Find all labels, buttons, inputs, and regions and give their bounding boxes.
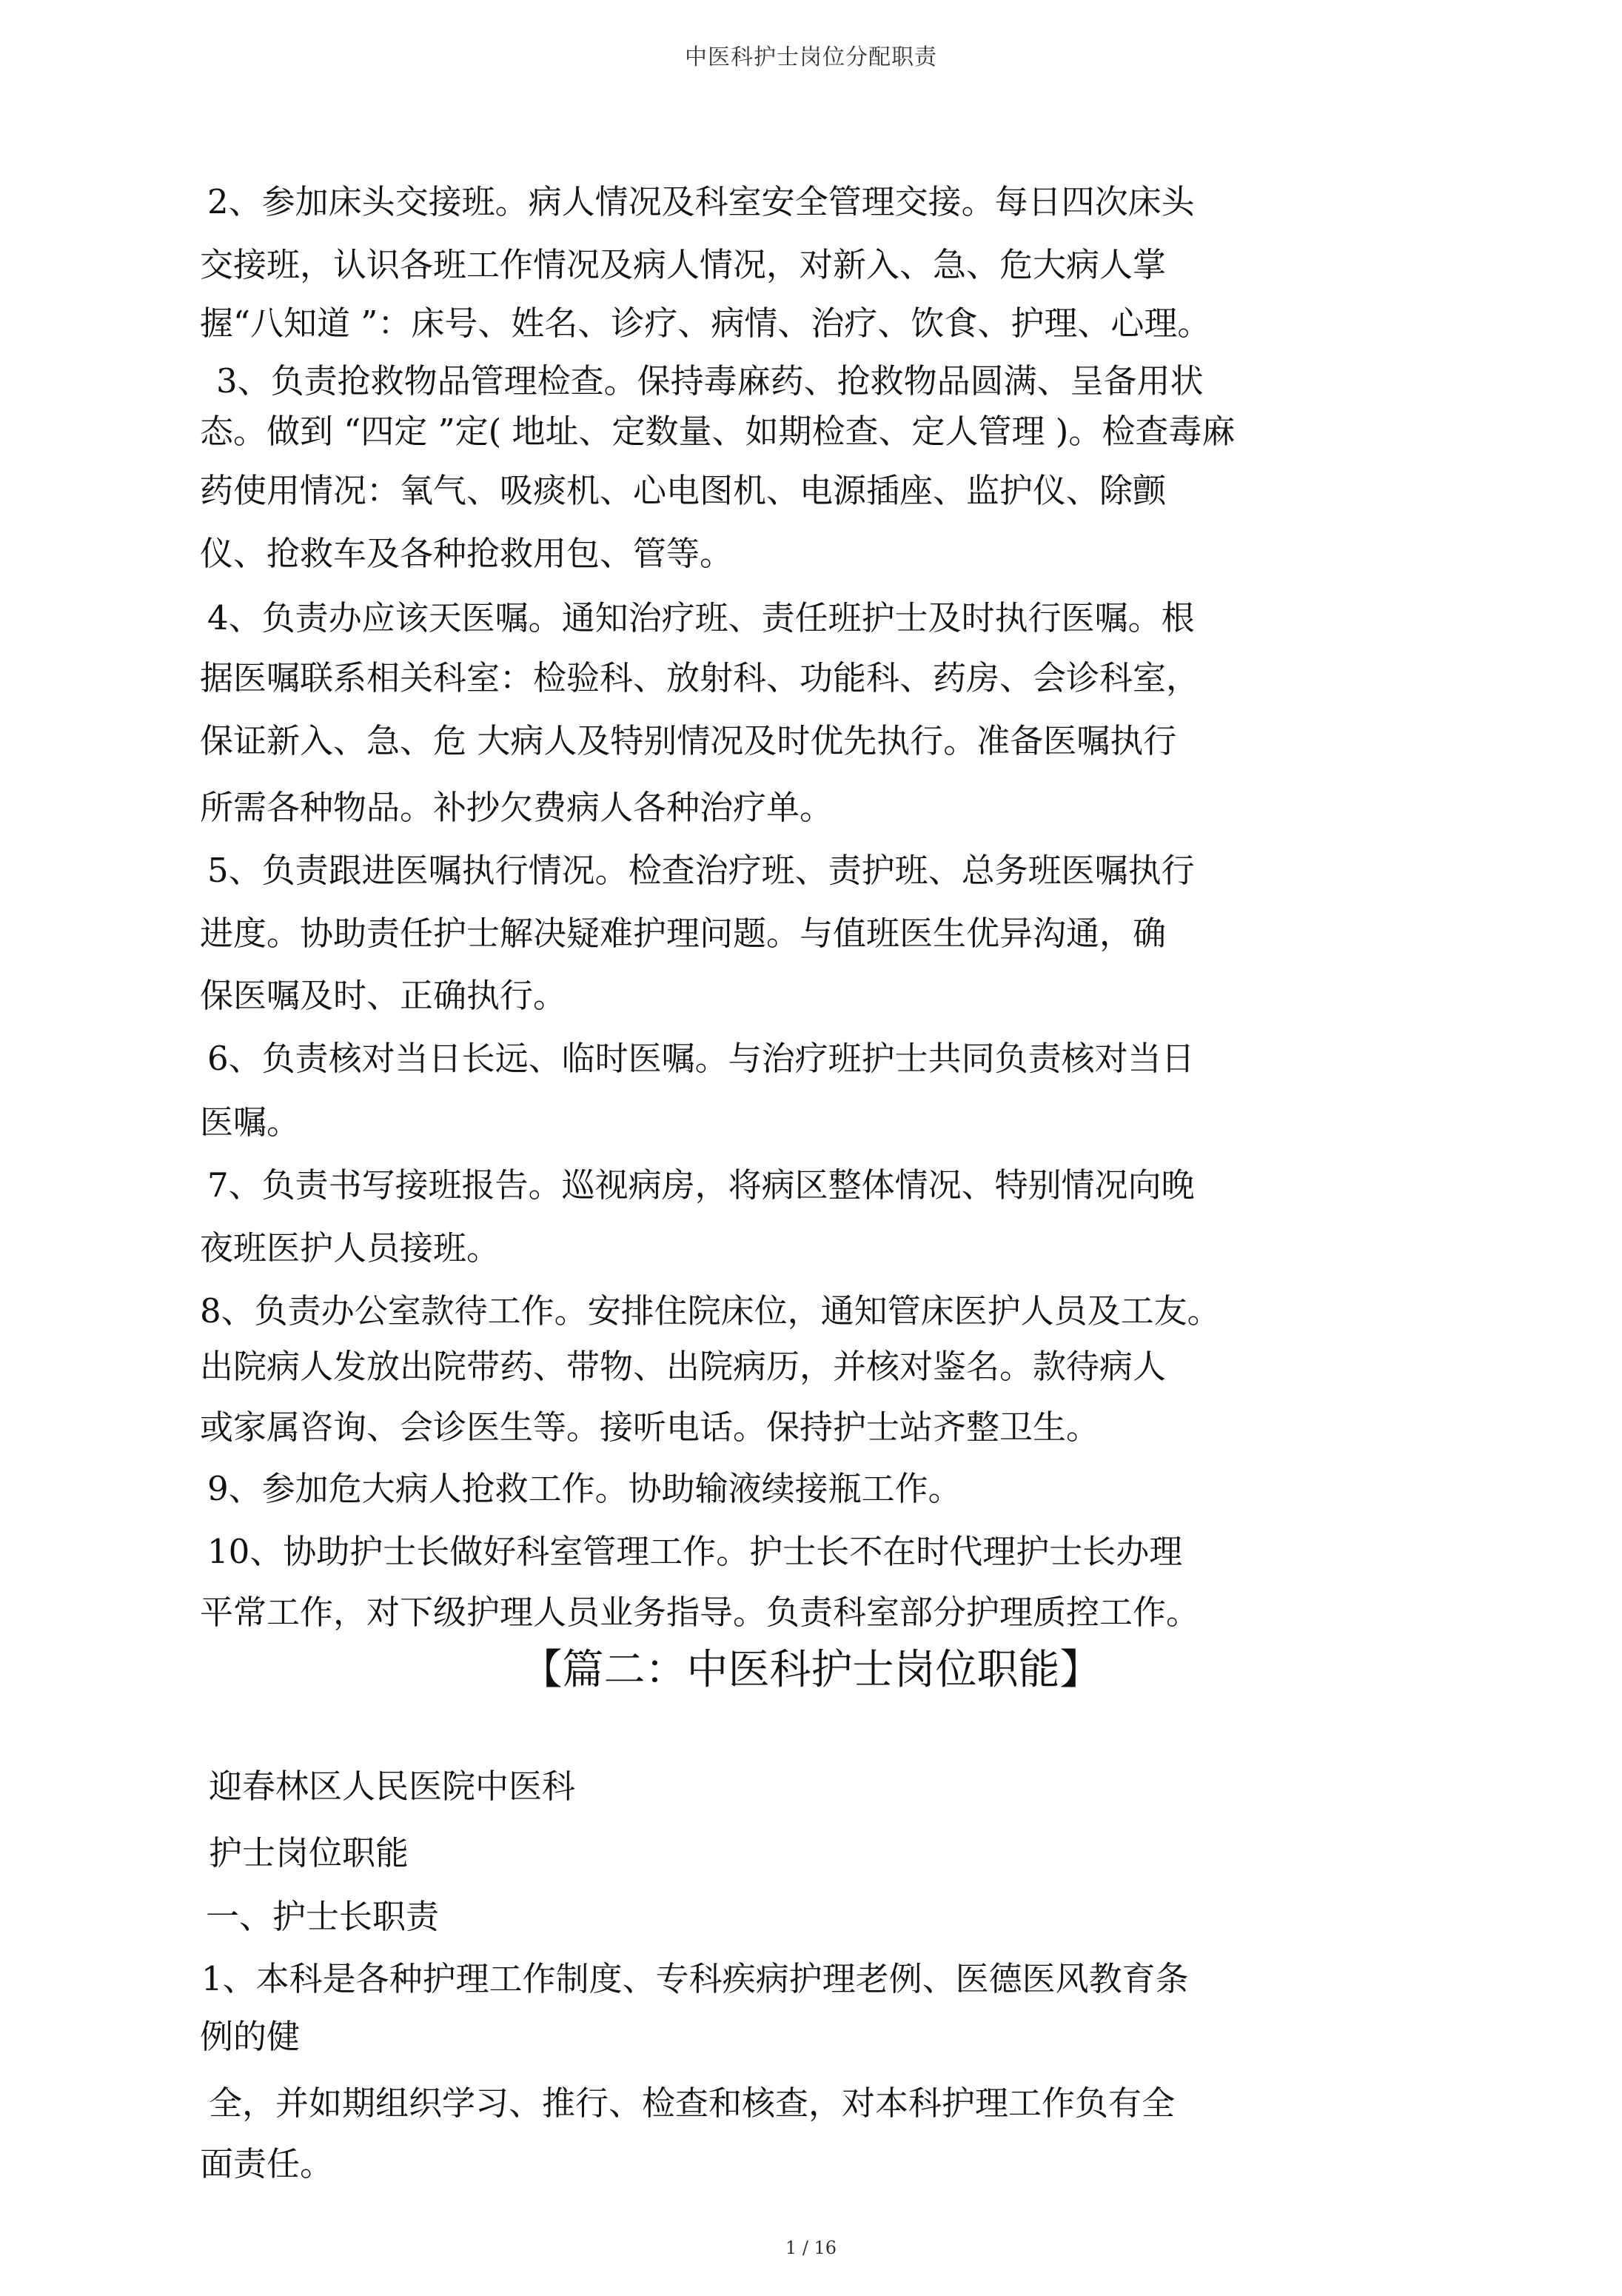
- text-line: 握“八知道 ”：床号、姓名、诊疗、病情、治疗、饮食、护理、心理。: [200, 304, 1211, 343]
- text-line: 所需各种物品。补抄欠费病人各种治疗单。: [200, 788, 834, 827]
- text-line: 平常工作，对下级护理人员业务指导。负责科室部分护理质控工作。: [200, 1593, 1200, 1632]
- text-line: 据医嘱联系相关科室：检验科、放射科、功能科、药房、会诊科室，: [200, 658, 1200, 697]
- text-line: 出院病人发放出院带药、带物、出院病历，并核对鉴名。款待病人: [200, 1347, 1167, 1386]
- text-line: 护士岗位职能: [209, 1833, 409, 1872]
- text-line: 8、负责办公室款待工作。安排住院床位，通知管床医护人员及工友。: [200, 1291, 1221, 1331]
- text-line: 交接班，认识各班工作情况及病人情况，对新入、急、危大病人掌: [200, 245, 1167, 284]
- text-line: 迎春林区人民医院中医科: [209, 1767, 576, 1806]
- text-line: 或家属咨询、会诊医生等。接听电话。保持护士站齐整卫生。: [200, 1408, 1100, 1447]
- page-number: 1 / 16: [785, 2238, 837, 2258]
- section-heading: 【篇二：中医科护士岗位职能】: [520, 1646, 1102, 1694]
- text-line: 保医嘱及时、正确执行。: [200, 976, 567, 1015]
- text-line: 9、参加危大病人抢救工作。协助输液续接瓶工作。: [207, 1469, 962, 1508]
- page-header-title: 中医科护士岗位分配职责: [685, 44, 937, 70]
- text-line: 一、护士长职责: [206, 1897, 440, 1936]
- text-line: 保证新入、急、危 大病人及特别情况及时优先执行。准备医嘱执行: [200, 721, 1177, 760]
- text-line: 2、参加床头交接班。病人情况及科室安全管理交接。每日四次床头: [207, 182, 1195, 221]
- text-line: 7、负责书写接班报告。巡视病房，将病区整体情况、特别情况向晚: [207, 1165, 1195, 1205]
- text-line: 例的健: [200, 2017, 301, 2056]
- text-line: 夜班医护人员接班。: [200, 1228, 500, 1268]
- text-line: 仪、抢救车及各种抢救用包、管等。: [200, 534, 734, 573]
- text-line: 态。做到 “四定 ”定( 地址、定数量、如期检查、定人管理 )。检查毒麻: [200, 412, 1236, 451]
- text-line: 面责任。: [200, 2144, 334, 2183]
- text-line: 药使用情况：氧气、吸痰机、心电图机、电源插座、监护仪、除颤: [200, 471, 1167, 510]
- text-line: 3、负责抢救物品管理检查。保持毒麻药、抢救物品圆满、呈备用状: [216, 361, 1204, 401]
- text-line: 5、负责跟进医嘱执行情况。检查治疗班、责护班、总务班医嘱执行: [207, 851, 1195, 890]
- text-line: 进度。协助责任护士解决疑难护理问题。与值班医生优异沟通，确: [200, 914, 1167, 953]
- text-line: 4、负责办应该天医嘱。通知治疗班、责任班护士及时执行医嘱。根: [207, 598, 1195, 637]
- text-line: 医嘱。: [200, 1102, 301, 1142]
- text-line: 10、协助护士长做好科室管理工作。护士长不在时代理护士长办理: [207, 1532, 1183, 1571]
- text-line: 6、负责核对当日长远、临时医嘱。与治疗班护士共同负责核对当日: [207, 1039, 1195, 1078]
- text-line: 全，并如期组织学习、推行、检查和核查，对本科护理工作负有全: [209, 2084, 1176, 2123]
- text-line: 1、本科是各种护理工作制度、专科疾病护理老例、医德医风教育条: [201, 1959, 1189, 1998]
